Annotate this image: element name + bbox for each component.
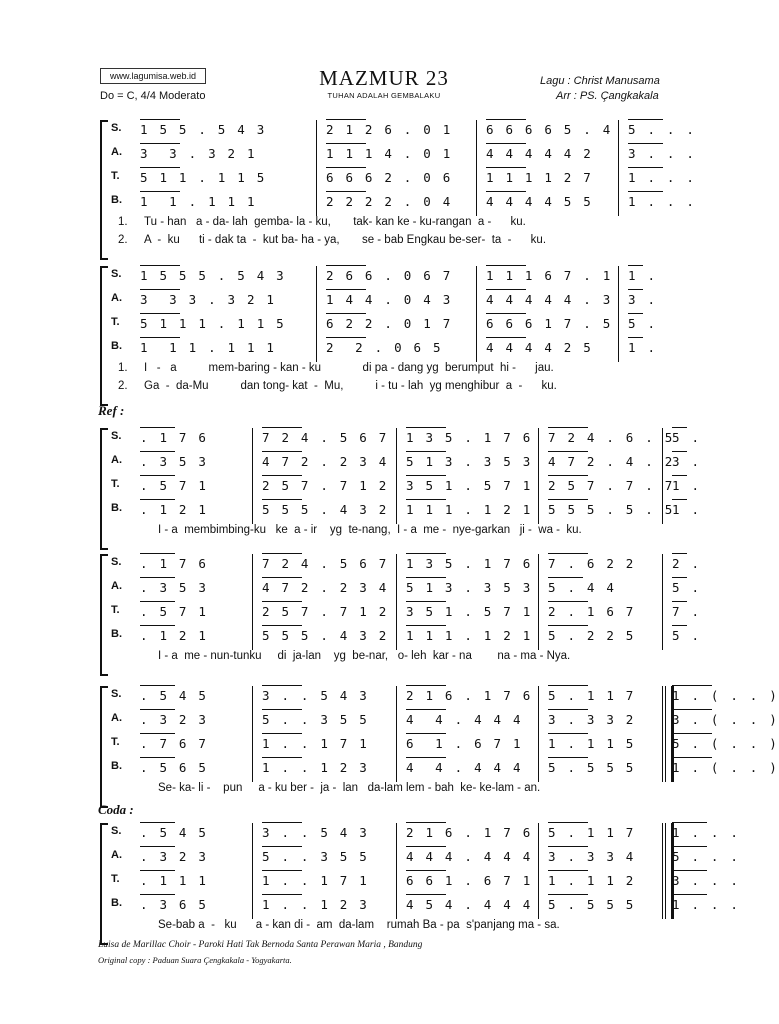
beam-line — [262, 846, 302, 847]
lyric-line: I - a membimbing-ku ke a - ir yg te-nang, I - a me - nye-garkan ji - wa - ku. — [158, 524, 582, 536]
barline — [476, 120, 477, 216]
note-cell: 1 . 1 1 5 — [548, 736, 636, 751]
note-cell: 1 . . . — [628, 194, 697, 209]
beam-line — [140, 846, 175, 847]
beam-line — [262, 757, 302, 758]
note-cell: 2 1 2 6 . 0 1 — [326, 122, 453, 137]
beam-line — [262, 475, 302, 476]
beam-line — [140, 894, 175, 895]
note-cell: 4 7 2 . 2 3 4 — [262, 454, 389, 469]
note-cell: 4 4 4 4 4 . 3 — [486, 292, 613, 307]
beam-line — [672, 577, 687, 578]
note-cell: 1 . . . — [672, 897, 741, 912]
website-label: www.lagumisa.web.id — [100, 68, 206, 84]
note-cell: 4 4 . 4 4 4 — [406, 760, 523, 775]
beam-line — [140, 601, 175, 602]
note-cell: 1 5 5 . 5 4 3 — [140, 122, 267, 137]
lyric-line: Ga - da-Mu dan tong- kat - Mu, i - tu - lah yg menghibur a - ku. — [144, 380, 557, 392]
note-cell: 4 4 . 4 4 4 — [406, 712, 523, 727]
beam-line — [628, 119, 663, 120]
verse-number: 1. — [118, 362, 128, 374]
voice-label: T. — [111, 604, 120, 616]
note-cell: 5 . 1 1 7 — [548, 688, 636, 703]
voice-label: A. — [111, 292, 122, 304]
voice-label: S. — [111, 268, 122, 280]
beam-line — [140, 625, 175, 626]
beam-line — [548, 451, 588, 452]
barline — [316, 120, 317, 216]
note-cell: 5 . — [672, 580, 702, 595]
note-cell: 5 . — [628, 316, 658, 331]
note-cell: 5 . . 3 5 5 — [262, 712, 369, 727]
beam-line — [406, 894, 446, 895]
beam-line — [140, 313, 180, 314]
beam-line — [262, 870, 302, 871]
voice-label: T. — [111, 316, 120, 328]
beam-line — [548, 894, 588, 895]
beam-line — [548, 757, 588, 758]
voice-label: B. — [111, 194, 122, 206]
note-cell: 1 . . 1 7 1 — [262, 736, 369, 751]
beam-line — [262, 577, 302, 578]
note-cell: 1 . — [672, 478, 702, 493]
note-cell: 5 . 1 1 7 — [548, 825, 636, 840]
note-cell: 5 1 3 . 3 5 3 — [406, 454, 533, 469]
beam-line — [262, 894, 302, 895]
beam-line — [486, 289, 526, 290]
note-cell: 5 5 5 . 4 3 2 — [262, 502, 389, 517]
note-cell: . 1 1 1 — [140, 873, 209, 888]
note-cell: 4 5 4 . 4 4 4 — [406, 897, 533, 912]
lyric-line: Tu - han a - da- lah gemba- la - ku, tak- kan ke - ku-rangan a - ku. — [144, 216, 526, 228]
note-cell: 1 . . . — [672, 825, 741, 840]
beam-line — [672, 499, 687, 500]
barline — [252, 686, 253, 782]
note-cell: 6 6 6 6 5 . 4 — [486, 122, 613, 137]
beam-line — [262, 625, 302, 626]
note-cell: 7 2 4 . 6 . 5 — [548, 430, 675, 445]
note-cell: 6 6 6 1 7 . 5 — [486, 316, 613, 331]
beam-line — [548, 601, 588, 602]
voice-label: A. — [111, 580, 122, 592]
beam-line — [548, 822, 588, 823]
lyric-line: Se- ka- li - pun a - ku ber - ja - lan da-lam lem - bah ke- ke-lam - an. — [158, 782, 541, 794]
system-bracket — [100, 428, 108, 550]
note-cell: 5 1 3 . 3 5 3 — [406, 580, 533, 595]
note-cell: 5 . 2 2 5 — [548, 628, 636, 643]
note-cell: 4 4 4 4 5 5 — [486, 194, 593, 209]
beam-line — [406, 601, 446, 602]
beam-line — [140, 265, 180, 266]
beam-line — [672, 846, 707, 847]
beam-line — [262, 499, 302, 500]
beam-line — [548, 427, 588, 428]
song-title: MAZMUR 23 — [319, 66, 449, 90]
beam-line — [140, 577, 175, 578]
key-signature: Do = C, 4/4 Moderato — [100, 90, 206, 102]
beam-line — [140, 733, 175, 734]
beam-line — [326, 265, 366, 266]
beam-line — [406, 427, 446, 428]
beam-line — [548, 733, 588, 734]
beam-line — [628, 289, 643, 290]
note-cell: 3 . — [672, 454, 702, 469]
note-cell: 2 6 6 . 0 6 7 — [326, 268, 453, 283]
note-cell: 1 1 . 1 1 1 — [140, 194, 257, 209]
voice-label: T. — [111, 478, 120, 490]
beam-line — [140, 167, 180, 168]
beam-line — [262, 709, 302, 710]
barline — [252, 428, 253, 524]
beam-line — [548, 870, 588, 871]
voice-label: S. — [111, 430, 122, 442]
note-cell: 4 7 2 . 2 3 4 — [262, 580, 389, 595]
note-cell: 1 3 5 . 1 7 6 — [406, 556, 533, 571]
note-cell: 5 . . 3 5 5 — [262, 849, 369, 864]
note-cell: 1 . . . — [628, 170, 697, 185]
voice-label: S. — [111, 825, 122, 837]
note-cell: 7 . 6 2 2 — [548, 556, 636, 571]
note-cell: 7 2 4 . 5 6 7 — [262, 556, 389, 571]
note-cell: 2 5 7 . 7 1 2 — [262, 478, 389, 493]
beam-line — [326, 167, 366, 168]
voice-label: B. — [111, 897, 122, 909]
note-cell: 2 2 2 2 . 0 4 — [326, 194, 453, 209]
note-cell: 3 3 3 . 3 2 1 — [140, 292, 277, 307]
lyric-line: A - ku ti - dak ta - kut ba- ha - ya, se - bab Engkau be-ser- ta - ku. — [144, 234, 547, 246]
note-cell: 2 5 7 . 7 1 2 — [262, 604, 389, 619]
beam-line — [140, 685, 175, 686]
beam-line — [628, 191, 663, 192]
beam-line — [140, 475, 175, 476]
voice-label: S. — [111, 688, 122, 700]
beam-line — [548, 577, 583, 578]
note-cell: 2 . 1 6 7 — [548, 604, 636, 619]
beam-line — [140, 553, 175, 554]
note-cell: 5 . 5 5 5 — [548, 897, 636, 912]
barline — [618, 266, 619, 362]
barline — [252, 823, 253, 919]
beam-line — [486, 119, 526, 120]
voice-label: B. — [111, 628, 122, 640]
note-cell: 1 . . 1 7 1 — [262, 873, 369, 888]
voice-label: S. — [111, 556, 122, 568]
voice-label: B. — [111, 502, 122, 514]
voice-label: A. — [111, 454, 122, 466]
beam-line — [140, 709, 175, 710]
footer-choir-credit: Luisa de Marillac Choir - Paroki Hati Tak Bernoda Santa Perawan Maria , Bandung — [98, 940, 423, 950]
verse-number: 2. — [118, 380, 128, 392]
note-cell: . 3 2 3 — [140, 712, 209, 727]
note-cell: 1 . ( . . ) — [672, 760, 779, 775]
voice-label: S. — [111, 122, 122, 134]
beam-line — [672, 625, 687, 626]
beam-line — [548, 685, 588, 686]
note-cell: . 7 6 7 — [140, 736, 209, 751]
composer-credit: Lagu : Christ Manusama — [540, 75, 660, 87]
note-cell: 3 . 3 3 2 — [548, 712, 636, 727]
beam-line — [326, 313, 366, 314]
ref-label: Ref : — [98, 403, 125, 418]
note-cell: 1 . . 1 2 3 — [262, 760, 369, 775]
beam-line — [548, 475, 588, 476]
note-cell: 3 5 1 . 5 7 1 — [406, 604, 533, 619]
barline — [396, 554, 397, 650]
voice-label: B. — [111, 760, 122, 772]
beam-line — [140, 870, 175, 871]
note-cell: 2 1 6 . 1 7 6 — [406, 825, 533, 840]
note-cell: 2 1 6 . 1 7 6 — [406, 688, 533, 703]
note-cell: . 5 4 5 — [140, 825, 209, 840]
beam-line — [406, 577, 446, 578]
note-cell: 3 . — [628, 292, 658, 307]
barline — [316, 266, 317, 362]
note-cell: . 5 6 5 — [140, 760, 209, 775]
lyric-line: I - a mem-baring - kan - ku di pa - dang yg berumput hi - jau. — [144, 362, 554, 374]
note-cell: 2 2 . 0 6 5 — [326, 340, 443, 355]
beam-line — [140, 337, 180, 338]
note-cell: 4 4 4 . 4 4 4 — [406, 849, 533, 864]
song-subtitle: TUHAN ADALAH GEMBALAKU — [327, 91, 441, 100]
barline — [396, 428, 397, 524]
note-cell: 6 6 6 2 . 0 6 — [326, 170, 453, 185]
barline — [252, 554, 253, 650]
note-cell: 1 . ( . . ) — [672, 688, 779, 703]
beam-line — [672, 451, 687, 452]
beam-line — [326, 119, 366, 120]
note-cell: 1 1 1 4 . 0 1 — [326, 146, 453, 161]
arranger-credit: Arr : PS. Çangkakala — [556, 90, 659, 102]
note-cell: 1 . — [628, 268, 658, 283]
beam-line — [406, 499, 446, 500]
note-cell: . 3 5 3 — [140, 454, 209, 469]
note-cell: . 5 7 1 — [140, 604, 209, 619]
note-cell: 1 . 1 1 2 — [548, 873, 636, 888]
beam-line — [140, 499, 175, 500]
note-cell: 7 2 4 . 5 6 7 — [262, 430, 389, 445]
beam-line — [672, 822, 707, 823]
note-cell: . 1 2 1 — [140, 628, 209, 643]
beam-line — [406, 625, 446, 626]
barline — [662, 686, 663, 782]
note-cell: 1 . — [672, 502, 702, 517]
verse-number: 2. — [118, 234, 128, 246]
barline — [662, 554, 663, 650]
beam-line — [406, 553, 446, 554]
beam-line — [140, 427, 175, 428]
note-cell: 5 5 5 . 5 . 5 — [548, 502, 675, 517]
beam-line — [672, 553, 687, 554]
beam-line — [406, 733, 446, 734]
beam-line — [548, 625, 588, 626]
barline — [396, 823, 397, 919]
note-cell: 3 . . . — [628, 146, 697, 161]
beam-line — [672, 601, 687, 602]
note-cell: 5 1 1 . 1 1 5 — [140, 170, 267, 185]
note-cell: 3 . . 5 4 3 — [262, 825, 369, 840]
note-cell: . 5 4 5 — [140, 688, 209, 703]
beam-line — [628, 313, 643, 314]
system-bracket — [100, 554, 108, 676]
note-cell: 2 . — [672, 556, 702, 571]
footer-original-copy: Original copy : Paduan Suara Çengkakala - Yogyakarta. — [98, 955, 292, 965]
voice-label: B. — [111, 340, 122, 352]
lyric-line: Se-bab a - ku a - kan di - am da-lam rumah Ba - pa s'panjang ma - sa. — [158, 919, 560, 931]
beam-line — [326, 191, 366, 192]
beam-line — [628, 337, 643, 338]
beam-line — [406, 846, 446, 847]
beam-line — [406, 709, 446, 710]
beam-line — [326, 143, 366, 144]
beam-line — [262, 685, 302, 686]
voice-label: T. — [111, 170, 120, 182]
beam-line — [406, 870, 446, 871]
barline — [476, 266, 477, 362]
beam-line — [628, 143, 663, 144]
note-cell: 1 1 1 1 2 7 — [486, 170, 593, 185]
beam-line — [672, 427, 687, 428]
barline — [396, 686, 397, 782]
beam-line — [406, 451, 446, 452]
beam-line — [672, 733, 712, 734]
beam-line — [672, 757, 712, 758]
note-cell: 1 . . 1 2 3 — [262, 897, 369, 912]
voice-label: T. — [111, 873, 120, 885]
note-cell: 1 1 1 6 7 . 1 — [486, 268, 613, 283]
beam-line — [406, 685, 446, 686]
note-cell: 5 . — [672, 430, 702, 445]
note-cell: 5 . — [672, 628, 702, 643]
beam-line — [628, 167, 663, 168]
barline — [618, 120, 619, 216]
beam-line — [486, 143, 526, 144]
beam-line — [262, 601, 302, 602]
beam-line — [262, 822, 302, 823]
note-cell: 3 . 3 3 4 — [548, 849, 636, 864]
note-cell: 3 . . . — [672, 873, 741, 888]
note-cell: 4 7 2 . 4 . 2 — [548, 454, 675, 469]
beam-line — [486, 191, 526, 192]
beam-line — [140, 757, 175, 758]
note-cell: 1 . — [628, 340, 658, 355]
voice-label: T. — [111, 736, 120, 748]
beam-line — [140, 191, 180, 192]
note-cell: 4 4 4 4 2 5 — [486, 340, 593, 355]
note-cell: 5 . ( . . ) — [672, 736, 779, 751]
beam-line — [548, 499, 588, 500]
beam-line — [548, 709, 588, 710]
beam-line — [262, 733, 302, 734]
beam-line — [628, 265, 643, 266]
note-cell: 1 5 5 5 . 5 4 3 — [140, 268, 286, 283]
note-cell: 6 2 2 . 0 1 7 — [326, 316, 453, 331]
note-cell: 3 . ( . . ) — [672, 712, 779, 727]
coda-label: Coda : — [98, 802, 134, 817]
note-cell: 4 4 4 4 4 2 — [486, 146, 593, 161]
note-cell: 7 . — [672, 604, 702, 619]
note-cell: 3 . . 5 4 3 — [262, 688, 369, 703]
note-cell: . 3 6 5 — [140, 897, 209, 912]
beam-line — [262, 553, 302, 554]
note-cell: 5 5 5 . 4 3 2 — [262, 628, 389, 643]
beam-line — [406, 822, 446, 823]
note-cell: . 1 7 6 — [140, 430, 209, 445]
beam-line — [140, 119, 180, 120]
note-cell: 1 4 4 . 0 4 3 — [326, 292, 453, 307]
beam-line — [486, 337, 526, 338]
note-cell: . 5 7 1 — [140, 478, 209, 493]
beam-line — [406, 475, 446, 476]
beam-line — [672, 709, 712, 710]
beam-line — [140, 143, 180, 144]
lyric-line: I - a me - nun-tunku di ja-lan yg be-nar, o- leh kar - na na - ma - Nya. — [158, 650, 571, 662]
beam-line — [326, 289, 366, 290]
beam-line — [262, 427, 302, 428]
barline — [538, 686, 539, 782]
beam-line — [140, 451, 175, 452]
note-cell: 1 1 1 . 1 1 1 — [140, 340, 277, 355]
note-cell: . 1 7 6 — [140, 556, 209, 571]
note-cell: 3 5 1 . 5 7 1 — [406, 478, 533, 493]
note-cell: 5 1 1 1 . 1 1 5 — [140, 316, 286, 331]
beam-line — [262, 451, 302, 452]
note-cell: 6 1 . 6 7 1 — [406, 736, 523, 751]
note-cell: 1 1 1 . 1 2 1 — [406, 502, 533, 517]
system-bracket — [100, 120, 108, 260]
barline — [538, 823, 539, 919]
note-cell: 3 3 . 3 2 1 — [140, 146, 257, 161]
note-cell: . 3 2 3 — [140, 849, 209, 864]
note-cell: . 1 2 1 — [140, 502, 209, 517]
voice-label: A. — [111, 712, 122, 724]
beam-line — [548, 846, 588, 847]
note-cell: 5 . . . — [672, 849, 741, 864]
note-cell: 5 . 5 5 5 — [548, 760, 636, 775]
note-cell: 1 3 5 . 1 7 6 — [406, 430, 533, 445]
system-bracket — [100, 266, 108, 406]
beam-line — [672, 685, 712, 686]
barline — [662, 823, 663, 919]
note-cell: . 3 5 3 — [140, 580, 209, 595]
beam-line — [486, 265, 526, 266]
beam-line — [672, 870, 707, 871]
note-cell: 2 5 7 . 7 . 7 — [548, 478, 675, 493]
beam-line — [548, 553, 588, 554]
system-bracket — [100, 823, 108, 945]
voice-label: A. — [111, 146, 122, 158]
barline — [538, 554, 539, 650]
beam-line — [140, 822, 175, 823]
voice-label: A. — [111, 849, 122, 861]
barline — [538, 428, 539, 524]
note-cell: 6 6 1 . 6 7 1 — [406, 873, 533, 888]
beam-line — [486, 313, 526, 314]
beam-line — [326, 337, 366, 338]
note-cell: 5 . 4 4 — [548, 580, 617, 595]
beam-line — [672, 894, 707, 895]
beam-line — [140, 289, 180, 290]
beam-line — [672, 475, 687, 476]
system-bracket — [100, 686, 108, 808]
verse-number: 1. — [118, 216, 128, 228]
beam-line — [406, 757, 446, 758]
note-cell: 5 . . . — [628, 122, 697, 137]
beam-line — [486, 167, 526, 168]
note-cell: 1 1 1 . 1 2 1 — [406, 628, 533, 643]
